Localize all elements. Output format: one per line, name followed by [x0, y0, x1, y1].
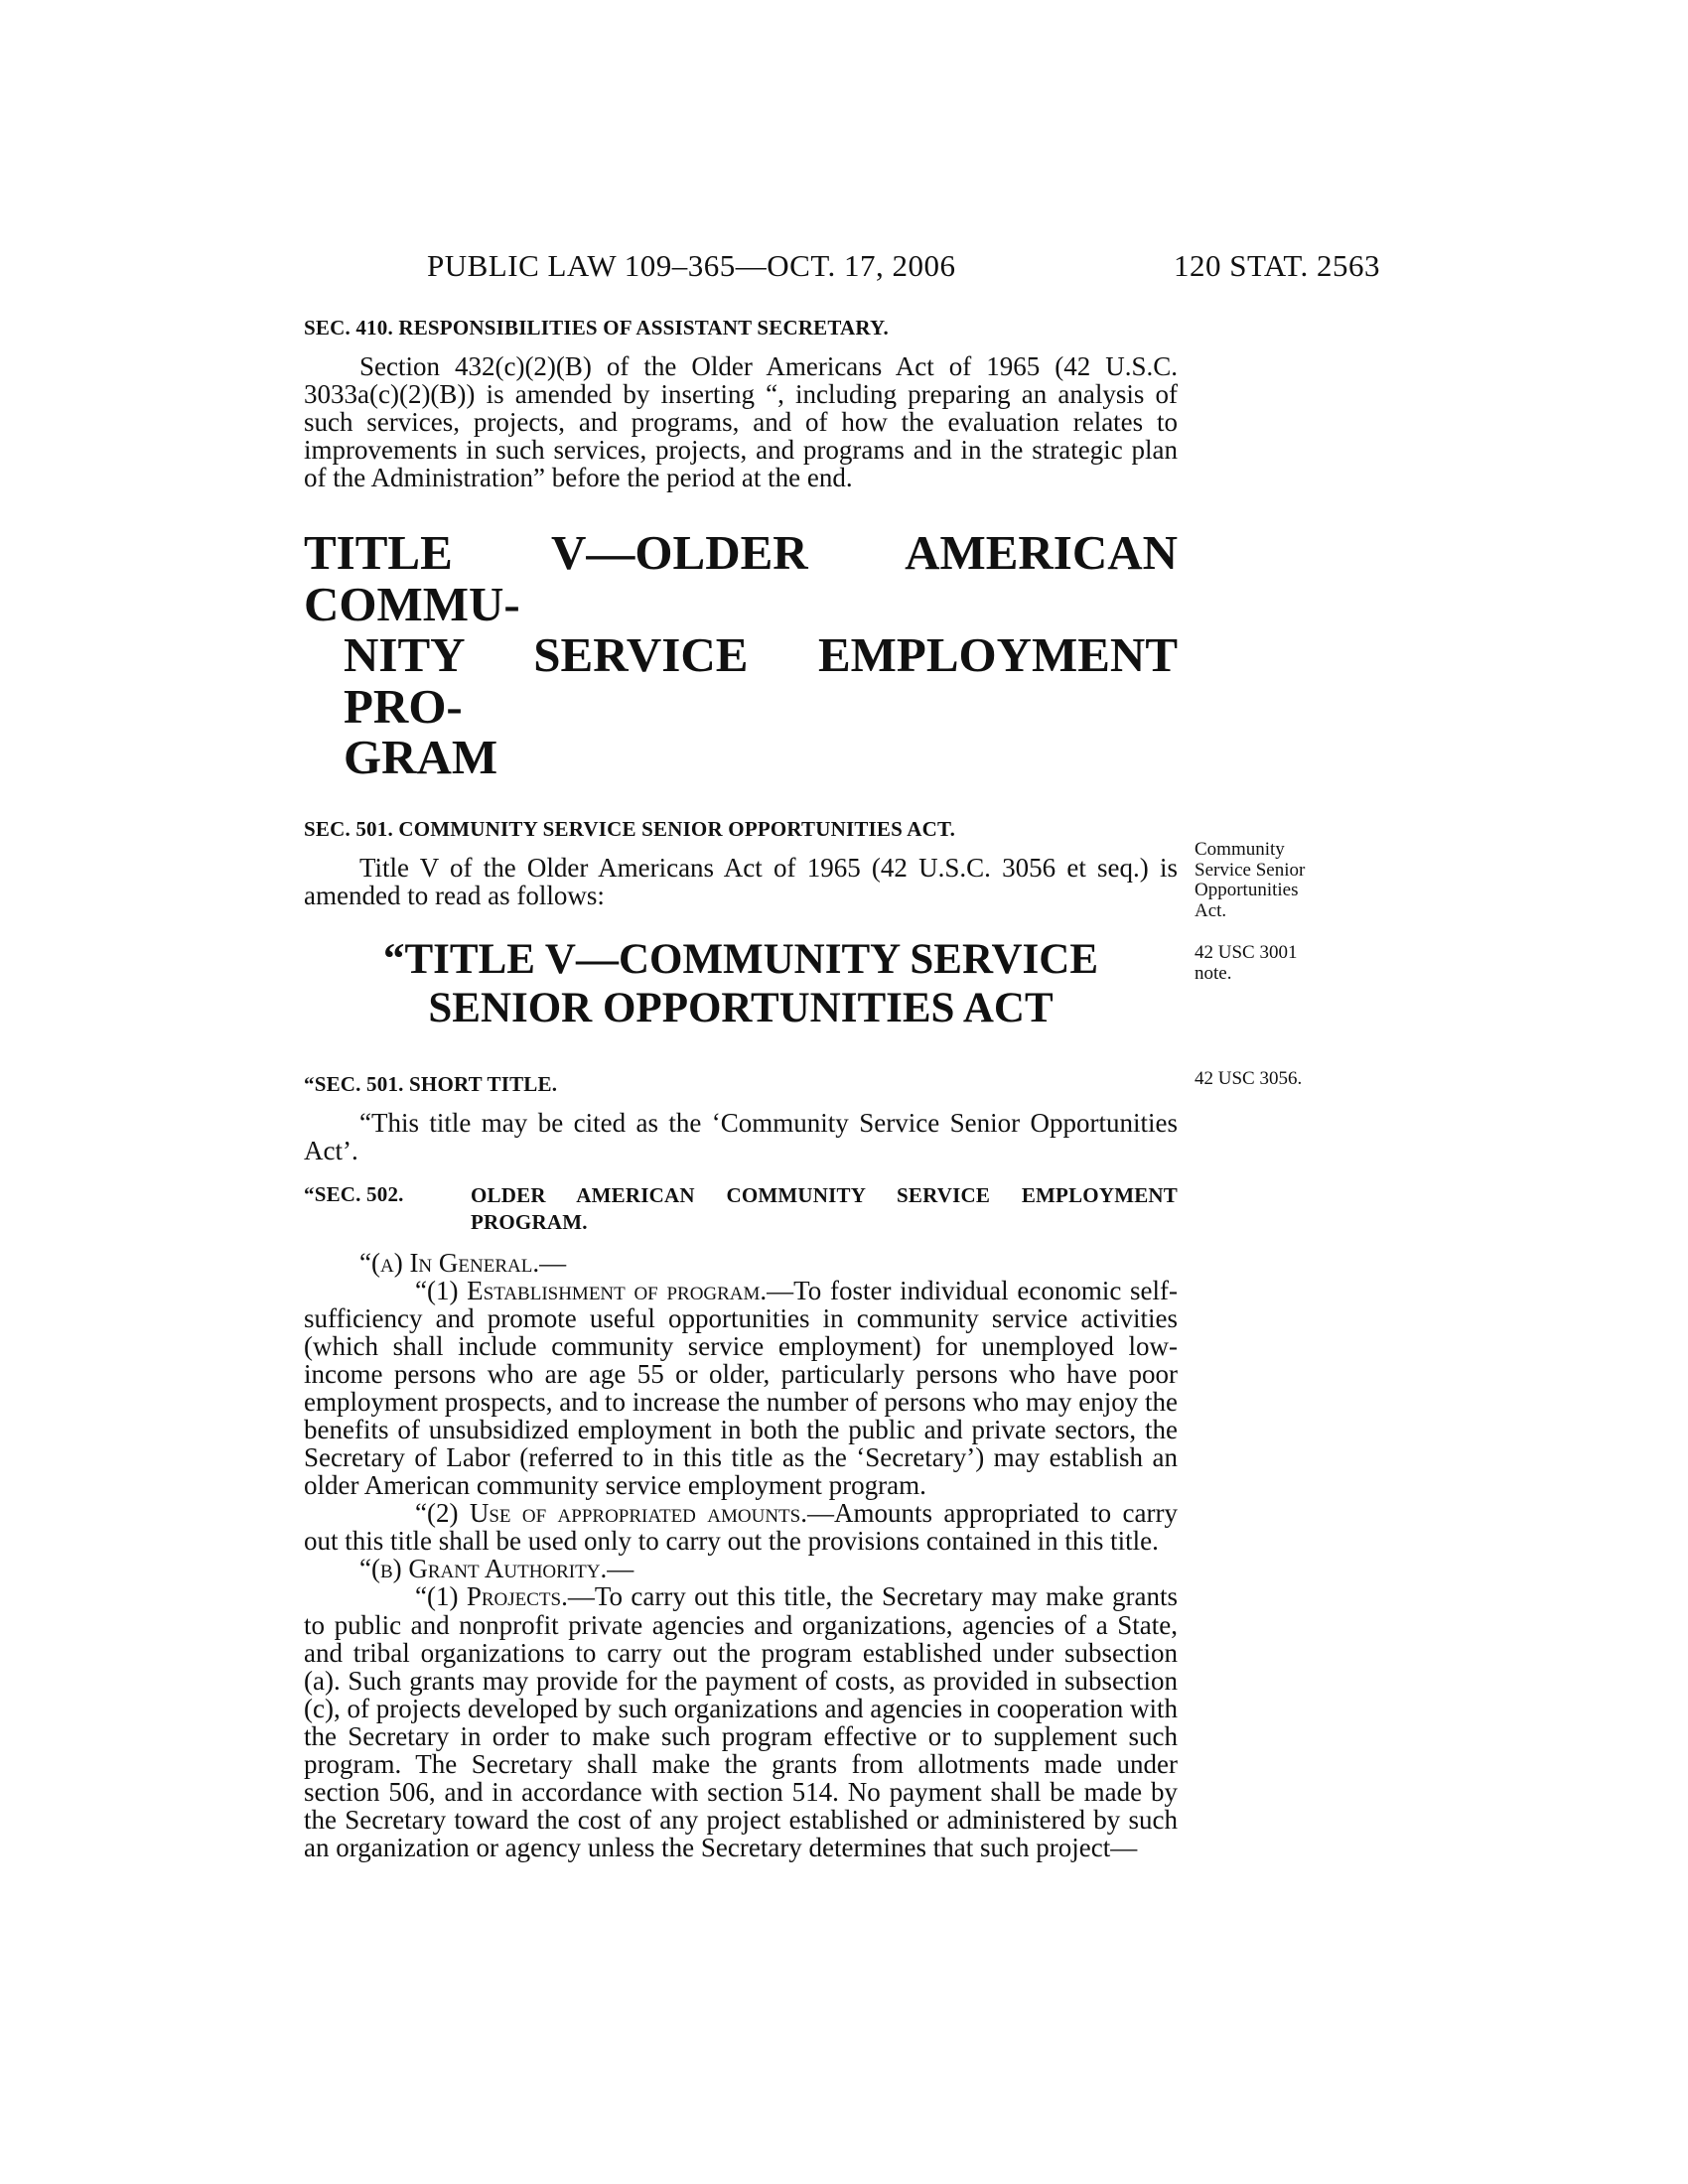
sec501-body: Title V of the Older Americans Act of 1965 (42 U.S.C. 3056 et seq.) is amended to read as follows: [304, 852, 1178, 910]
paragraph-b1-label: “(1) Projects. [415, 1581, 568, 1612]
sec502-title: OLDER AMERICAN COMMUNITY SERVICE EMPLOYMENT PROGRAM. [471, 1182, 1178, 1235]
margin-note-usc-3056: 42 USC 3056. [1195, 1068, 1303, 1089]
sec410-body: Section 432(c)(2)(B) of the Older Americans Act of 1965 (42 U.S.C. 3033a(c)(2)(B)) is amended by inserting “, including preparing an analysis of such services, projects, and programs, and of how the evaluation relates to improvements in such services, projects, and programs and in the strategic plan of the Administration” before the period at the end. [304, 351, 1178, 493]
paragraph-a1-label: “(1) Establishment of program. [415, 1275, 768, 1305]
sec502-number: “SEC. 502. [304, 1181, 404, 1206]
paragraph-a2-body: —Amounts appropriated to carry out this title shall be used only to carry out the provisions contained in this title. [304, 1498, 1178, 1557]
short-title-heading: “SEC. 501. SHORT TITLE. [304, 1071, 558, 1096]
title5-line3: GRAM [344, 730, 498, 785]
paragraph-a1 [304, 1277, 1178, 1500]
document-body [304, 316, 1178, 1861]
title5-heading [304, 525, 1178, 785]
short-title-body: “This title may be cited as the ‘Community Service Senior Opportunities Act’. [304, 1107, 1178, 1165]
quoted-title-line1: “TITLE V—COMMUNITY SERVICE [382, 935, 1099, 983]
subsection-a-heading: “(a) In General.— [359, 1247, 567, 1278]
header-title: PUBLIC LAW 109–365—OCT. 17, 2006 [427, 248, 956, 283]
paragraph-a1-body: —To foster individual economic self-sufficiency and promote useful opportunities in community service activities (which shall include community service employment) for unemployed low-income persons who are age 55 or older, particularly persons who have poor employment prospects, and to increase the number of persons who may enjoy the benefits of unsubsidized employment in both the public and private sectors, the Secretary of Labor (referred to in this title as the ‘Secretary’) may establish an older American community service employment program. [304, 1275, 1178, 1501]
page-header [427, 248, 1380, 288]
header-stat-citation: 120 STAT. 2563 [1173, 248, 1380, 283]
title5-line2: NITY SERVICE EMPLOYMENT PRO- [344, 627, 1178, 734]
title5-line1: TITLE V—OLDER AMERICAN COMMU- [304, 525, 1178, 631]
quoted-title-line2: SENIOR OPPORTUNITIES ACT [428, 984, 1054, 1031]
margin-note-act-name: Community Service Senior Opportunities Act. [1195, 839, 1306, 921]
quoted-title [304, 935, 1178, 1032]
subsection-b-heading: “(b) Grant Authority.— [359, 1554, 634, 1584]
paragraph-b1-body: —To carry out this title, the Secretary may make grants to public and nonprofit private agencies and organizations, agencies of a State, and tribal organizations to carry out the program established under subsection (a). Such grants may provide for the payment of costs, as provided in subsection (c), of projects developed by such organizations and agencies in cooperation with the Secretary in order to make such program effective or to supplement such program. The Secretary shall make the grants from allotments made under section 506, and in accordance with section 514. No payment shall be made by the Secretary toward the cost of any project established or administered by such an organization or agency unless the Secretary determines that such project— [304, 1581, 1178, 1863]
paragraph-a2 [304, 1499, 1178, 1555]
margin-note-usc-3001: 42 USC 3001 note. [1195, 942, 1298, 984]
paragraph-a2-label: “(2) Use of appropriated amounts. [415, 1498, 807, 1529]
sec501-heading: SEC. 501. COMMUNITY SERVICE SENIOR OPPORTUNITIES ACT. [304, 816, 956, 841]
paragraph-b1 [304, 1582, 1178, 1861]
sec410-heading: SEC. 410. RESPONSIBILITIES OF ASSISTANT SECRETARY. [304, 316, 889, 340]
sec502-heading [304, 1182, 1178, 1237]
